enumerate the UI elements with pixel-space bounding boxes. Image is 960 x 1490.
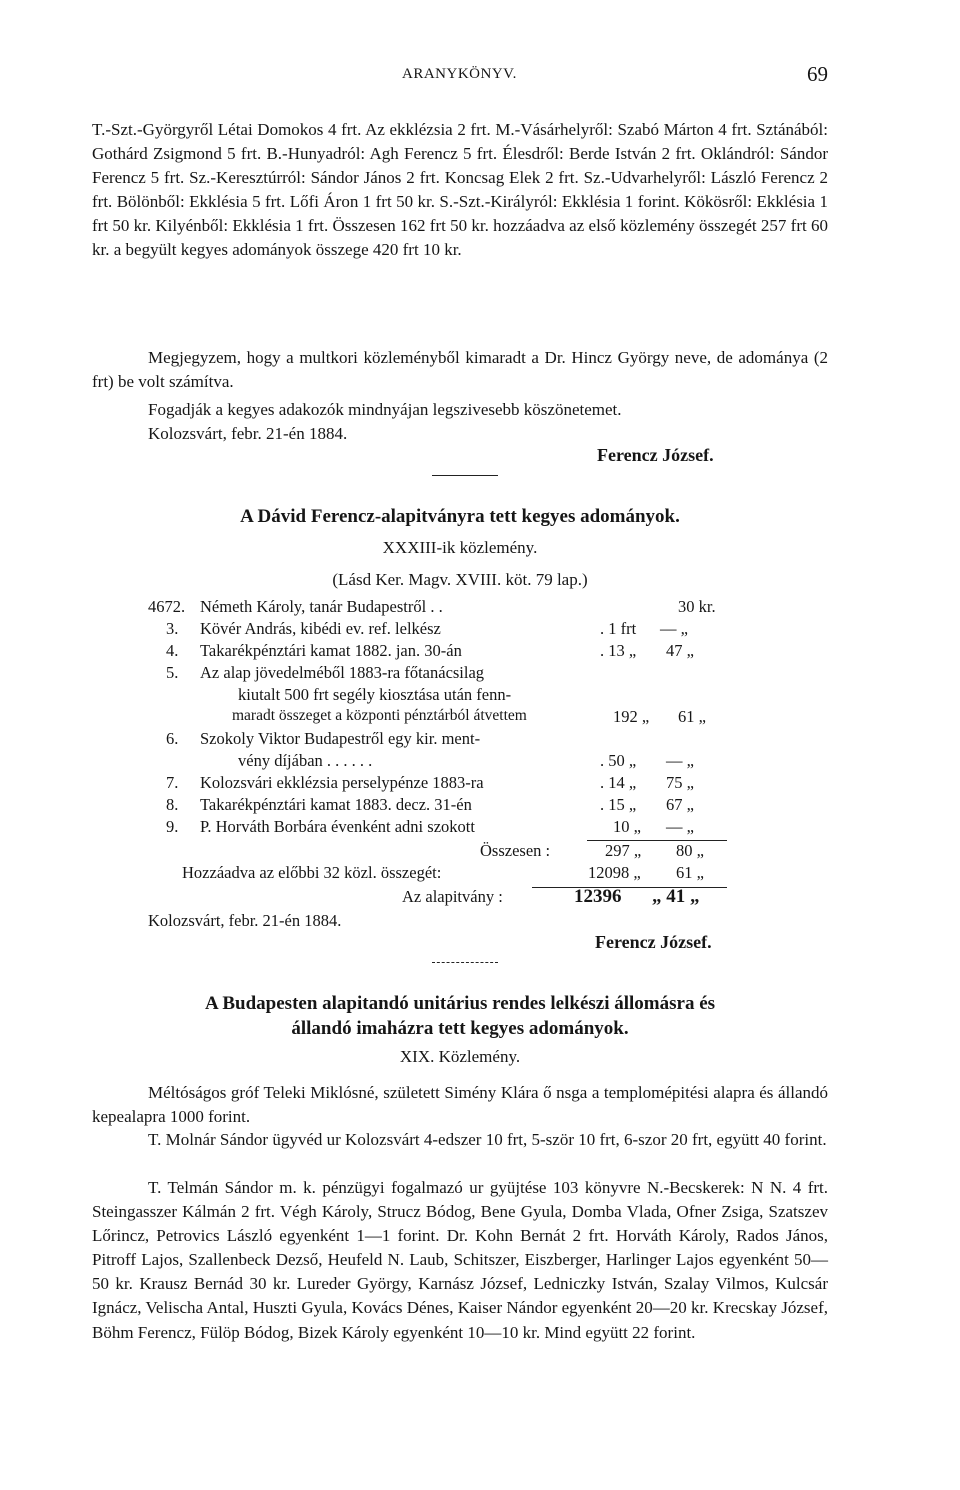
entry-text: Takarékpénztári kamat 1883. decz. 31-én [200, 795, 472, 814]
entry-number: 4672. [148, 597, 186, 616]
entry-frt: . 15 „ [600, 795, 637, 814]
entry-kr: 47 „ [666, 641, 694, 660]
total-kr: 80 „ [676, 841, 704, 860]
thanks-line: Fogadják a kegyes adakozók mindnyájan legszivesebb köszönetemet. [148, 400, 622, 419]
entry-kr: 75 „ [666, 773, 694, 792]
ledger-row [92, 817, 828, 839]
entry-kr: — „ [660, 619, 688, 638]
signature: Ferencz József. [597, 445, 714, 465]
entry-text: P. Horváth Borbára évenként adni szokott [200, 817, 475, 836]
entry-number: 4. [166, 641, 179, 660]
separator-rule [432, 962, 498, 963]
ledger-row [92, 751, 828, 773]
entry-frt: . 1 frt [600, 619, 637, 638]
entry-text: maradt összeget a központi pénztárból átvettem [232, 707, 527, 724]
place-date: Kolozsvárt, febr. 21-én 1884. [148, 911, 342, 930]
entry-kr: — „ [666, 817, 694, 836]
entry-text: Kövér András, kibédi ev. ref. lelkész [200, 619, 441, 638]
section-reference: (Lásd Ker. Magv. XVIII. köt. 79 lap.) [332, 570, 588, 589]
donation-paragraph: T. Telmán Sándor m. k. pénzügyi fogalmazó ur gyüjtése 103 könyvre N.-Becskerek: N N. 4 frt. Steingasszer Kálmán 2 frt. Végh Károly, Strucz Bódog, Bene Gyula, Domba Vlada, Ofner Zsiga, Szatszev Lőrincz, Petrovics László egyenként 1—1 forint. Dr. Kohn Bernát 2 frt. Horváth Károly, Rados János, Pitroff Lajos, Szallenbeck Dezső, Heufeld N. Laub, Schitszer, Eiszberger, Harlinger Lajos egyenként 50—50 kr. Krausz Bernád 30 kr. Lureder György, Karnász József, Ledniczky István, Szalay Vilmos, Kulcsár Ignácz, Velischa Antal, Huszti Gyula, Kovács Dénes, Kaiser Nándor egyenként 20—20 kr. Krecskay József, Böhm Ferencz, Fülöp Bódog, Bizek Károly egyenként 10—10 kr. Mind együtt 22 forint. [92, 1178, 828, 1342]
total-row [92, 841, 828, 863]
entry-kr: 67 „ [666, 795, 694, 814]
donation-paragraph: T. Molnár Sándor ügyvéd ur Kolozsvárt 4-edszer 10 frt, 5-ször 10 frt, 6-szor 20 frt, együtt 40 forint. [148, 1130, 827, 1149]
total-label: Összesen : [480, 841, 551, 860]
entry-text: Németh Károly, tanár Budapestről . . [200, 597, 443, 616]
entry-text: Kolozsvári ekklézsia perselypénze 1883-ra [200, 773, 484, 792]
entry-number: 3. [166, 619, 179, 638]
page-number: 69 [807, 62, 828, 86]
entry-text: kiutalt 500 frt segély kiosztása után fenn- [238, 685, 512, 704]
entry-frt: . 50 „ [600, 751, 637, 770]
previous-total-row [92, 863, 828, 885]
ledger-row [92, 685, 828, 707]
fund-kr: „ 41 „ [652, 886, 700, 907]
ledger-row [92, 795, 828, 817]
section-subtitle: XXXIII-ik közlemény. [382, 538, 538, 557]
ledger-row [92, 641, 828, 663]
entry-frt: . 13 „ [600, 641, 637, 660]
section-title: A Dávid Ferencz-alapitványra tett kegyes adományok. [240, 506, 680, 527]
correction-note: Megjegyzem, hogy a multkori közleményből kimaradt a Dr. Hincz György neve, de adománya (2 frt) be volt számítva. [92, 348, 828, 392]
previous-frt: 12098 „ [588, 863, 641, 882]
entry-number: 5. [166, 663, 179, 682]
separator-rule [432, 475, 498, 476]
fund-label: Az alapitvány : [402, 887, 503, 906]
entry-number: 6. [166, 729, 179, 748]
section-subtitle: XIX. Közlemény. [399, 1047, 521, 1066]
entry-number: 7. [166, 773, 179, 792]
running-title: ARANYKÖNYV. [402, 66, 517, 82]
previous-label: Hozzáadva az előbbi 32 közl. összegét: [182, 863, 442, 882]
entry-kr: 30 kr. [678, 597, 716, 616]
page-header [92, 64, 828, 90]
ledger-row [92, 663, 828, 685]
entry-text: vény díjában . . . . . . [238, 751, 373, 770]
donation-paragraph: Méltóságos gróf Teleki Miklósné, született Simény Klára ő nsga a templomépitési alapra és állandó kepealapra 1000 forint. [92, 1083, 828, 1127]
entry-frt: 10 „ [613, 817, 641, 836]
signature: Ferencz József. [595, 932, 712, 952]
entry-kr: 61 „ [678, 707, 706, 726]
ledger-row [92, 773, 828, 795]
donation-list-paragraph: T.-Szt.-Györgyről Létai Domokos 4 frt. Az ekklézsia 2 frt. M.-Vásárhelyről: Szabó Márton 4 frt. Sztánából: Gothárd Zsigmond 5 frt. B.-Hunyadról: Agh Ferencz 5 frt. Élesdről: Berde István 2 frt. Oklándról: Sándor Ferencz 5 frt. Sz.-Keresztúrról: Sándor János 2 frt. Koncsag Elek 2 frt. Sz.-Udvarhelyről: László Ferencz 2 frt. Bölönből: Ekklésia 5 frt. Lőfi Áron 1 frt 50 kr. S.-Szt.-Királyról: Ekklésia 1 forint. Kökösről: Ekklésia 1 frt 50 kr. Kilyénből: Ekklésia 1 frt. Összesen 162 frt 50 kr. hozzáadva az első közlemény összegét 257 frt 60 kr. a begyült kegyes adományok összege 420 frt 10 kr. [92, 120, 828, 260]
entry-text: Szokoly Viktor Budapestről egy kir. ment- [200, 729, 481, 748]
fund-frt: 12396 [574, 886, 622, 907]
total-frt: 297 „ [605, 841, 642, 860]
previous-kr: 61 „ [676, 863, 704, 882]
entry-kr: — „ [666, 751, 694, 770]
ledger-row [92, 597, 828, 619]
ledger-row [92, 619, 828, 641]
place-date: Kolozsvárt, febr. 21-én 1884. [148, 424, 348, 443]
section-title: állandó imaházra tett kegyes adományok. [291, 1018, 629, 1039]
entry-frt: . 14 „ [600, 773, 637, 792]
entry-number: 8. [166, 795, 179, 814]
entry-number: 9. [166, 817, 179, 836]
entry-text: Takarékpénztári kamat 1882. jan. 30-án [200, 641, 462, 660]
entry-text: Az alap jövedelméből 1883-ra főtanácsilag [200, 663, 485, 682]
ledger-row [92, 729, 828, 751]
entry-frt: 192 „ [613, 707, 650, 726]
fund-total-row [92, 887, 828, 909]
ledger-row [92, 707, 828, 729]
section-title: A Budapesten alapitandó unitárius rendes lelkészi állomásra és [204, 993, 716, 1014]
place-date-row [92, 911, 828, 933]
